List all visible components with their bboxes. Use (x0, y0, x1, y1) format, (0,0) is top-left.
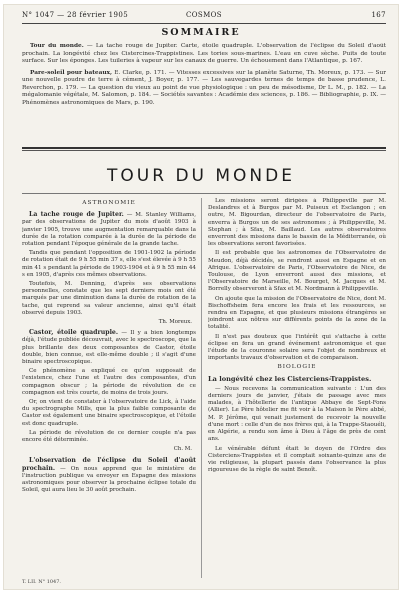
signature-moreux: Th. Moreux. (158, 319, 192, 326)
eclipse-continued-p2: Il est probable que les astronomes de l'Observatoire de Meudon, déjà décidés, se rendront aussi en Espagne et en Afrique. L'observatoire de Paris, l'Observatoire de Nice, de Toulouse, de Lyon enverront aussi des missions, et l'Observatoire de Marseille, M. Bourget, M. Jacques et M. Borrelly observeront à Sfax et M. Nordmann à Philippeville. (208, 250, 386, 293)
article-castor-p4: La période de révolution de ce dernier couple n'a pas encore été déterminée. (22, 429, 196, 444)
article-jupiter-p2: Tandis que pendant l'opposition de 1901-1902 la période de rotation était de 9 h 55 min 37 s, elle s'est élevée à 9 h 55 min 41 s pendant la période de 1903-1904 et à 9 h 55 min 44 s en 1905, d'après ces mêmes observations. (22, 250, 196, 278)
summary-block (22, 43, 386, 141)
article-jupiter-text: — M. Stanley Williams, par des observations de Jupiter du mois d'août 1903 à janvier 1905, trouve une augmentation remarquable dans la durée de la rotation comparée à la durée de la période de rotation pendant l'époque générale de la grande tache. (22, 212, 196, 248)
summary-head-1: Tour du monde. (30, 43, 84, 49)
article-castor-text: — Il y a bien longtemps déjà, l'étude publiée découvrait, avec le spectroscope, que la plus brillante des deux composantes de Castor, étoile double, bien connue, est elle-même double ; il s'agit d'une binaire spectroscopique. (22, 330, 196, 366)
summary-text-1: — La tache rouge de Jupiter. Carte, étoile quadruple. L'observation de l'éclipse du Soleil d'août prochain. La longévité chez les Cistercines-Trappistines. Les tories sous-marines. L'eau en cuve sèche. Puits de toute surface. Sur les éponges. Les tuileries à vapeur sur les canaux de guerre. Un échouement dans l'Atlantique, p. 167. (22, 43, 386, 64)
main-title: TOUR DU MONDE (107, 166, 295, 186)
article-longevite-title: La longévité chez les Cisterciens-Trappistes. (208, 374, 372, 383)
header-journal: COSMOS (186, 11, 222, 19)
column-rule (201, 198, 202, 578)
left-column (22, 198, 196, 582)
article-castor-title: Castor, étoile quadruple. (29, 329, 119, 337)
article-jupiter-title: La tache rouge de Jupiter. (29, 211, 124, 219)
summary-text-2: E. Clarke, p. 171. — Vitesses excessives sur la planète Saturne, Th. Moreux, p. 173. — Sur une nouvelle poudre de terre à cément, J. Boyer, p. 177. — Les sauvegardes ternes de temps de basse prudence, L. Reverchon, p. 179. — La question du vieux au point de vue physiologique : un peu de mésodisme, Dr L. M., p. 182. — La mégalomanie végétale, M. Salomon, p. 184. — Sociétés savantes : Académie des sciences, p. 186. — Bibliographie, p. IX. — Phénomènes astronomiques de Mars, p. 190. (22, 69, 386, 106)
eclipse-continued-p3: On ajoute que la mission de l'Observatoire de Nice, dont M. Bischoffsheim fera encore les frais et les ressources, se rendra en Espagne, et que plusieurs missions étrangères se joindront aux nôtres sur différents points de la zone de la totalité. (208, 295, 386, 331)
article-castor-p3: Or, on vient de constater à l'observatoire de Lick, à l'aide du spectrographe Mills, que la plus faible composante de Castor est également une binaire spectroscopique, et l'étoile est donc quadruple. (22, 399, 196, 427)
page-footer: T. LII. N° 1047. (22, 579, 62, 585)
summary-paragraph-2 (22, 70, 386, 108)
right-column (208, 198, 386, 582)
header-page-number: 167 (371, 11, 386, 19)
eclipse-continued-p4: Il n'est pas douteux que l'intérêt qui s'attache à cette éclipse en fera un grand événement astronomique et que l'étude de la couronne solaire sera l'objet de nombreux et importants travaux d'observation et de comparaison. (208, 333, 386, 362)
sommaire-title: SOMMAIRE (161, 27, 241, 38)
signature-chm: Ch. M. (173, 446, 192, 453)
article-eclipse-text: — On nous apprend que le ministère de l'instruction publique va envoyer en Espagne des missions astronomiques pour observer la prochaine éclipse totale du Soleil, qui aura lieu le 30 août prochain. (22, 465, 196, 494)
document-page (4, 5, 398, 589)
title-rule (22, 193, 386, 194)
section-biologie: BIOLOGIE (277, 364, 317, 371)
header-issue: N° 1047 — 28 février 1905 (22, 11, 129, 19)
section-astronomie: ASTRONOMIE (82, 200, 136, 206)
section-divider-thin (22, 150, 386, 151)
running-header (22, 11, 386, 23)
article-jupiter-p3: Toutefois, M. Denning, d'après ses observations personnelles, constate que les sept derniers mois ont été marqués par une diminution dans la durée de rotation de la tache, qui reprend sa valeur ancienne, ainsi qu'il était observé depuis 1903. (22, 281, 196, 316)
article-castor (22, 329, 196, 366)
article-longevite-p2: Le vénérable défunt était le doyen de l'Ordre des Cisterciens-Trappistes et il comptait soixante-quinze ans de vie religieuse, la plupart passés dans l'observance la plus rigoureuse de la règle de saint Benoît. (208, 445, 386, 474)
article-jupiter (22, 211, 196, 248)
article-eclipse-title: L'observation de l'éclipse du Soleil d'août prochain. (22, 456, 196, 472)
section-divider (22, 147, 386, 149)
article-castor-p2: Ce phénomène a expliqué ce qu'on supposait de l'existence, chez l'une et l'autre des composantes, d'un compagnon obscur ; la période de révolution de ce compagnon est très courte, de moins de trois jours. (22, 368, 196, 396)
article-longevite-p1: — Nous recevons la communication suivante : L'un des derniers jours de janvier, j'étais de passage avec mes malades, à l'hôtellerie de l'antique Abbaye de Sept-Fons (Allier). Le Père hôtelier me fit voir à la Maison le Père abbé, M. P. Jérôme, qui venait justement de recevoir la nouvelle d'une mort : celle d'un de nos frères qui, à la Trappe-Staouéli, en Algérie, a rendu son âme à Dieu à l'âge de près de cent ans. (208, 385, 386, 443)
summary-paragraph-1 (22, 43, 386, 66)
article-eclipse (22, 457, 196, 495)
header-rule (22, 23, 386, 24)
summary-head-2: Pare-soleil pour bateaux, (30, 69, 113, 76)
eclipse-continued-p1: Les missions seront dirigées à Philippeville par M. Deslandres et à Burgos par M. Puiseux et Esclangon ; en outre, M. Bigourdan, directeur de l'observatoire de Paris, enverra à Burgos un de ses astronomes ; à Philippeville, M. Stephan ; à Sfax, M. Baillaud. Les autres observatoires enverront des missions dans le bassin de la Méditerranée, où les observations seront favorisées. (208, 198, 386, 248)
